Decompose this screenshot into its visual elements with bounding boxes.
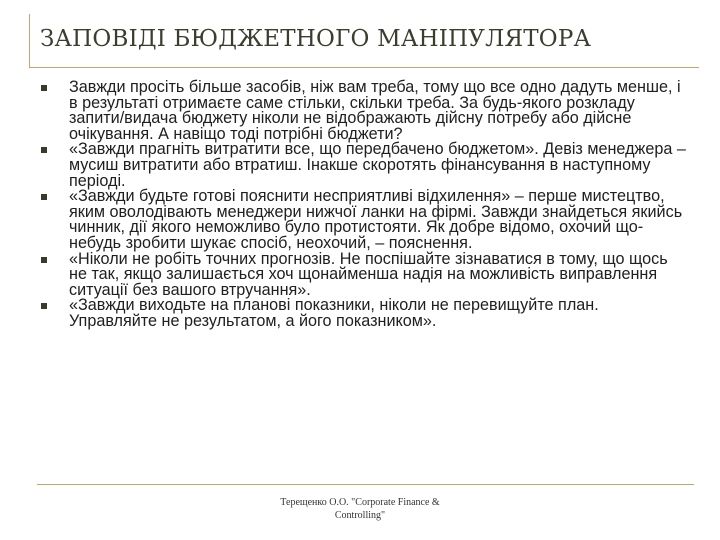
title-vertical-rule [29,14,30,68]
bullet-text: «Ніколи не робіть точних прогнозів. Не поспішайте зізнаватися в тому, що щось не так, якщо залишається хоч щонайменша надія на можливість виправлення ситуації без вашого втручання». [69,249,668,299]
bullet-text: «Завжди будьте готові пояснити несприятливі відхилення» – перше мистецтво, яким оволодівають менеджери нижчої ланки на фірмі. Завжди знайдеться якийсь чинник, дії якого неможливо було протистояти. Як добре відомо, охочий що-небудь зробити шукає спосіб, неохочий, – пояснення. [69,187,683,252]
footer-rule [37,484,694,485]
footer-line-2: Controlling" [334,510,386,521]
square-bullet-icon [41,85,47,91]
bullet-item [40,298,690,329]
square-bullet-icon [41,147,47,153]
bullet-text: Завжди просіть більше засобів, ніж вам треба, тому що все одно дадуть менше, і в результаті отримаєте саме стільки, скільки треба. За будь-якого розкладу запити/видача бюджету ніколи не відображають дійсну потребу або дійсне очікування. А навіщо тоді потрібні бюджети? [69,78,681,143]
square-bullet-icon [41,194,47,200]
title-underline [29,67,699,68]
square-bullet-icon [41,303,47,309]
slide-title: ЗАПОВІДІ БЮДЖЕТНОГО МАНІПУЛЯТОРА [40,26,592,52]
square-bullet-icon [41,257,47,263]
footer-citation [250,496,470,522]
bullet-item [40,80,690,142]
bullet-text: «Завжди виходьте на планові показники, ніколи не перевищуйте план. Управляйте не результатом, а його показником». [69,296,599,330]
bullet-item [40,189,690,251]
bullet-item [40,249,690,299]
footer-line-1: Терещенко О.О. "Corporate Finance & [280,497,440,508]
bullet-item [40,142,690,189]
bullet-text: «Завжди прагніть витратити все, що передбачено бюджетом». Девіз менеджера – мусиш витратити або втратиш. Інакше скоротять фінансування в наступному періоді. [69,140,686,190]
bullet-list [40,80,690,330]
